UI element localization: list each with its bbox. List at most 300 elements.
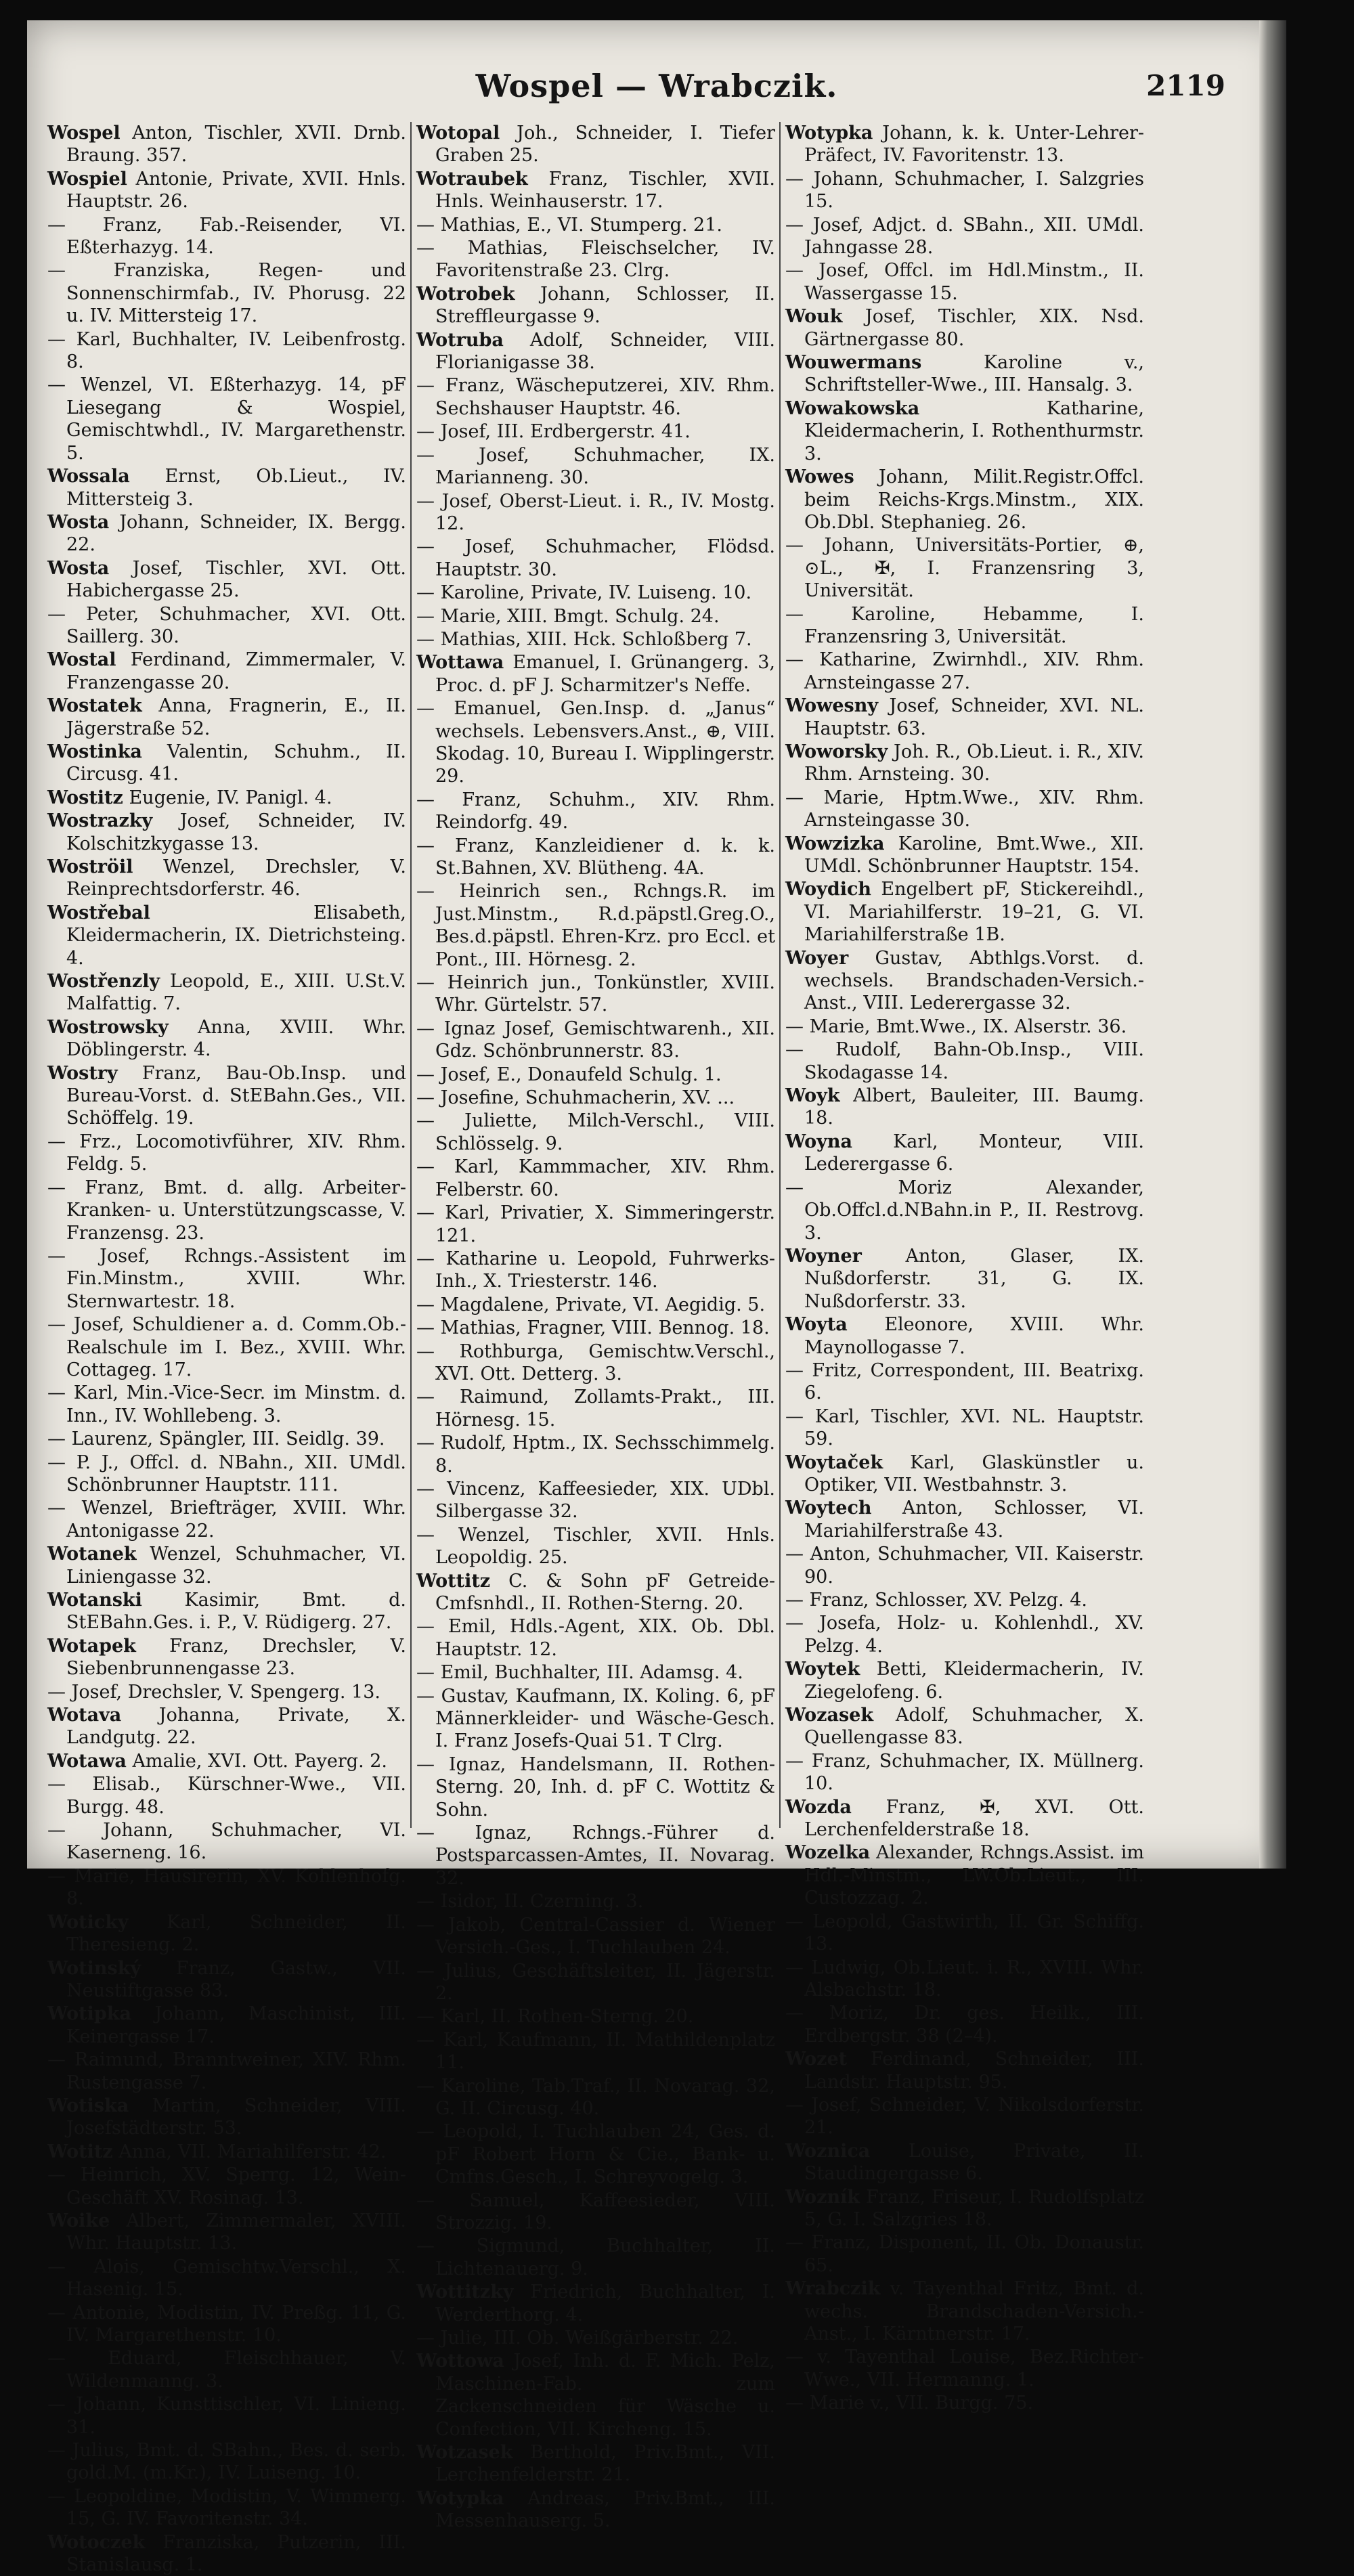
directory-entry [416, 1661, 775, 1684]
directory-entry [785, 649, 1144, 694]
directory-entry [416, 1524, 775, 1569]
directory-entry [47, 2531, 406, 2576]
entry-details: — Johann, Schuhmacher, I. Salzgries 15. [785, 168, 1144, 213]
directory-entry [785, 1612, 1144, 1657]
entry-details: — Johann, Schuhmacher, VI. Kaserneng. 16. [47, 1820, 406, 1864]
directory-entry [47, 465, 406, 510]
entry-surname: Wostrowsky [47, 1016, 169, 1038]
entry-details: Joh. R., Ob.Lieut. i. R., XIV. Rhm. Arnsteing. 30. [804, 741, 1144, 785]
entry-details: Anton, Schlosser, VI. Mariahilferstraße 43. [804, 1498, 1144, 1542]
directory-entry [47, 1016, 406, 1062]
entry-details: — Heinrich, XV. Sperrg. 12, Wein-Geschäft XV. Rosinag. 13. [47, 2164, 406, 2208]
entry-details: Josef, Tischler, XIX. Nsd. Gärtnergasse 80. [804, 306, 1144, 350]
directory-entry [785, 1451, 1144, 1497]
entry-details: Eleonore, XVIII. Whr. Maynollogasse 7. [804, 1314, 1144, 1358]
directory-entry [47, 1451, 406, 1497]
directory-entry [785, 1177, 1144, 1244]
column-1 [47, 122, 406, 2576]
page-number: 2119 [1146, 69, 1225, 102]
entry-details: Anna, VII. Mariahilferstr. 42. [118, 2141, 387, 2162]
directory-entry [47, 1635, 406, 1680]
entry-details: C. & Sohn pF Getreide-Cmfsnhdl., II. Rothen-Sterng. 20. [435, 1570, 775, 1614]
directory-entry [785, 1704, 1144, 1749]
entry-details: Adolf, Schneider, VIII. Florianigasse 38. [435, 329, 775, 374]
directory-entry [47, 970, 406, 1016]
entry-details: — Julie, III. Ob. Weißgärberstr. 22. [416, 2328, 739, 2349]
entry-surname: Wotraubek [416, 168, 528, 190]
entry-details: — Moriz, Dr. ges. Heilk., III. Erdbergstr. 38 (2–4). [785, 2003, 1144, 2047]
directory-entry [47, 374, 406, 464]
entry-details: — Mathias, Fleischselcher, IV. Favoritenstraße 23. Clrg. [416, 238, 775, 282]
directory-entry [785, 2186, 1144, 2231]
entry-details: — Emil, Hdls.-Agent, XIX. Ob. Dbl. Hauptstr. 12. [416, 1616, 775, 1660]
directory-entry [47, 2003, 406, 2048]
entry-details: Anton, Glaser, IX. Nußdorferstr. 31, G. IX. Nußdorferstr. 33. [804, 1245, 1144, 1312]
entry-details: — Franz, Kanzleidiener d. k. k. St.Bahnen, XV. Blütheng. 4A. [416, 835, 775, 879]
entry-details: — Gustav, Kaufmann, IX. Koling. 6, pF Männerkleider- und Wäsche-Gesch. I. Franz Josefs-Quai 51. T Clrg. [416, 1685, 775, 1752]
directory-entry [416, 1294, 775, 1316]
directory-entry [47, 787, 406, 809]
entry-surname: Wowesny [785, 695, 879, 717]
entry-details: Andreas, Priv.Bmt., III. Messenhauserg. 5. [435, 2487, 775, 2532]
directory-entry [416, 214, 775, 236]
entry-details: v. Tayenthal Fritz, Bmt. d. wechs. Brandschaden-Versich.-Anst., I. Kärntnerstr. 17. [804, 2278, 1144, 2344]
entry-surname: Woyner [785, 1245, 862, 1267]
directory-entry [416, 444, 775, 489]
directory-entry [785, 1131, 1144, 1176]
directory-entry [785, 1359, 1144, 1405]
entry-details: — Katharine u. Leopold, Fuhrwerks-Inh., X. Triesterstr. 146. [416, 1248, 775, 1292]
directory-entry [416, 651, 775, 697]
entry-surname: Wowzizka [785, 833, 885, 854]
entry-details: — Franz, Bmt. d. allg. Arbeiter-Kranken- u. Unterstützungscasse, V. Franzensg. 23. [47, 1177, 406, 1244]
entry-surname: Wotawa [47, 1750, 127, 1772]
entry-details: — Laurenz, Spängler, III. Seidlg. 39. [47, 1428, 385, 1450]
entry-details: — Leopold, I. Tuchlauben 24, Ges. d. pF Robert Horn & Cie., Bank- u. Cmfns.Gesch., I. Schreyvogelg. 3. [416, 2121, 775, 2188]
entry-details: Betti, Kleidermacherin, IV. Ziegelofeng. 6. [804, 1659, 1144, 1703]
entry-surname: Wotoczek [47, 2531, 146, 2553]
directory-entry [785, 2094, 1144, 2139]
entry-surname: Woströil [47, 856, 133, 877]
entry-details: — Franz, Schuhm., XIV. Rhm. Reindorfg. 49. [416, 789, 775, 833]
entry-details: Wenzel, Schuhmacher, VI. Liniengasse 32. [66, 1544, 406, 1588]
entry-surname: Wosta [47, 511, 110, 533]
entry-details: — Ludwig, Ob.Lieut. i. R., XVIII. Whr. Alsbachstr. 18. [785, 1957, 1144, 2001]
directory-entry [47, 1313, 406, 1381]
entry-surname: Wospel [47, 123, 121, 144]
directory-entry [416, 2281, 775, 2326]
directory-entry [47, 2347, 406, 2393]
entry-details: Albert, Bauleiter, III. Baumg. 18. [804, 1085, 1144, 1129]
directory-entry [785, 1313, 1144, 1359]
entry-details: — Johann, Kunsttischler, VI. Linieng. 31. [47, 2394, 406, 2438]
entry-details: — Franz, Fab.-Reisender, VI. Eßterhazyg. 14. [47, 214, 406, 259]
entry-details: Ferdinand, Zimmermaler, V. Franzengasse 20. [66, 649, 406, 693]
entry-details: — Juliette, Milch-Verschl., VIII. Schlösselg. 9. [416, 1110, 775, 1154]
directory-entry [416, 1018, 775, 1063]
directory-entry [785, 787, 1144, 832]
column-3 [785, 122, 1144, 2414]
directory-entry [47, 259, 406, 327]
directory-entry [785, 741, 1144, 786]
entry-surname: Woike [47, 2210, 110, 2231]
directory-entry [785, 397, 1144, 465]
entry-surname: Wosta [47, 557, 110, 579]
entry-details: — Alois, Gemischtw.Verschl., X. Hasenig. 15. [47, 2256, 406, 2300]
entry-surname: Wotinský [47, 1957, 141, 1979]
directory-entry [785, 1957, 1144, 2002]
directory-entry [47, 695, 406, 740]
entry-details: Anna, XVIII. Whr. Döblingerstr. 4. [66, 1016, 406, 1061]
directory-entry [47, 1750, 406, 1772]
entry-surname: Wotipka [47, 2003, 131, 2025]
directory-entry [416, 2029, 775, 2074]
entry-details: Emanuel, I. Grünangerg. 3, Proc. d. pF J. Scharmitzer's Neffe. [435, 652, 775, 696]
directory-entry [416, 1478, 775, 1523]
directory-entry [47, 122, 406, 167]
directory-entry [47, 214, 406, 259]
entry-surname: Wostatek [47, 695, 142, 717]
entry-surname: Wouk [785, 306, 843, 328]
entry-details: — Josefine, Schuhmacherin, XV. ... [416, 1087, 735, 1109]
entry-details: — Franz, Disponent, II. Ob. Donaustr. 65. [785, 2232, 1144, 2276]
entry-details: — Josef, Schuhmacher, Flödsd. Hauptstr. 30. [416, 536, 775, 580]
directory-entry [785, 2277, 1144, 2345]
directory-entry [785, 695, 1144, 740]
entry-details: — Marie, Bmt.Wwe., IX. Alserstr. 36. [785, 1016, 1127, 1037]
directory-entry [416, 420, 775, 443]
entry-details: Franz, Tischler, XVII. Hnls. Weinhauserstr. 17. [435, 168, 775, 213]
entry-details: — Franz, Schuhmacher, IX. Müllnerg. 10. [785, 1750, 1144, 1795]
directory-entry [47, 1428, 406, 1450]
entry-details: Johann, Schneider, IX. Bergg. 22. [66, 511, 406, 556]
entry-details: — Leopoldine, Modistin, V. Wimmerg. 15, G. IV. Favoritenstr. 34. [47, 2485, 406, 2530]
entry-details: — Josef, E., Donaufeld Schulg. 1. [416, 1064, 722, 1085]
entry-details: — Josef, Schneider, V. Nikolsdorferstr. 21. [785, 2094, 1144, 2139]
entry-surname: Wostrazky [47, 810, 153, 832]
directory-entry [416, 2441, 775, 2487]
entry-details: — Marie, XIII. Bmgt. Schulg. 24. [416, 605, 720, 627]
directory-entry [416, 1890, 775, 1913]
entry-details: — Josef, Oberst-Lieut. i. R., IV. Mostg. 12. [416, 490, 775, 534]
directory-entry [416, 1087, 775, 1109]
entry-details: Joh., Schneider, I. Tiefer Graben 25. [435, 123, 775, 167]
directory-entry [47, 511, 406, 556]
directory-entry [416, 1615, 775, 1661]
entry-surname: Wostal [47, 649, 116, 671]
entry-surname: Wotzasek [416, 2442, 513, 2464]
entry-surname: Wotitz [47, 2141, 113, 2162]
entry-details: Anton, Tischler, XVII. Drnb. Braung. 357. [66, 123, 406, 167]
entry-surname: Woytaček [785, 1451, 883, 1473]
directory-entry [416, 1685, 775, 1753]
directory-entry [785, 1497, 1144, 1542]
entry-details: Ferdinand, Schneider, III. Landstr. Hauptstr. 95. [804, 2049, 1144, 2093]
entry-details: Karoline v., Schriftsteller-Wwe., III. Hansalg. 3. [804, 352, 1144, 396]
directory-entry [785, 833, 1144, 878]
entry-details: Franz, ✠, XVI. Ott. Lerchenfelderstraße 18. [804, 1796, 1144, 1841]
directory-entry [416, 1753, 775, 1821]
directory-entry [785, 2048, 1144, 2093]
directory-entry [47, 1382, 406, 1427]
directory-entry [416, 329, 775, 374]
directory-entry [47, 1245, 406, 1313]
directory-entry [785, 214, 1144, 259]
directory-entry [416, 283, 775, 328]
directory-entry [785, 1658, 1144, 1703]
entry-details: — Karoline, Private, IV. Luiseng. 10. [416, 582, 752, 604]
entry-surname: Wotava [47, 1705, 122, 1726]
entry-details: — v. Tayenthal Louise, Bez.Richter-Wwe., VII. Hermanng. 1. [785, 2346, 1144, 2391]
directory-entry [47, 1704, 406, 1749]
directory-entry [785, 1245, 1144, 1313]
entry-surname: Wostřebal [47, 902, 150, 923]
entry-surname: Woytech [785, 1498, 872, 1519]
entry-details: Albert, Zimmermaler, XVIII. Whr. Hauptstr. 13. [66, 2210, 406, 2254]
directory-entry [47, 1497, 406, 1542]
entry-details: Josef, Inh. d. F. Mich. Pelz, Maschinen-Fab. zum Zackenschneiden für Wäsche u. Confection, VII. Kircheng. 15. [435, 2351, 775, 2440]
entry-details: — Raimund, Zollamts-Prakt., III. Hörnesg. 15. [416, 1387, 775, 1431]
directory-entry [785, 2392, 1144, 2414]
entry-details: Franz, Drechsler, V. Siebenbrunnengasse 23. [66, 1635, 406, 1680]
entry-surname: Woyk [785, 1085, 840, 1107]
directory-entry [785, 1543, 1144, 1588]
entry-details: — Julius, Geschäftsleiter, II. Jägerstr. 2. [416, 1960, 775, 2004]
directory-entry [47, 2141, 406, 2163]
entry-details: — Anton, Schuhmacher, VII. Kaiserstr. 90. [785, 1544, 1144, 1588]
directory-entry [47, 2049, 406, 2094]
entry-surname: Wozelka [785, 1842, 871, 1864]
directory-entry [416, 1248, 775, 1293]
directory-entry [47, 1957, 406, 2003]
directory-entry [47, 2164, 406, 2209]
directory-entry [416, 122, 775, 167]
entry-details: Valentin, Schuhm., II. Circusg. 41. [66, 741, 406, 785]
entry-details: — Karoline, Hebamme, I. Franzensring 3, Universität. [785, 603, 1144, 647]
directory-entry [416, 1822, 775, 1890]
page-title: Wospel — Wrabczik. [475, 68, 838, 104]
directory-entry [47, 1819, 406, 1864]
directory-entry [416, 1340, 775, 1386]
directory-entry [416, 628, 775, 651]
directory-entry [47, 649, 406, 694]
entry-details: Johann, Maschinist, III. Keinergasse 17. [66, 2003, 406, 2047]
entry-details: — Peter, Schuhmacher, XVI. Ott. Saillerg. 30. [47, 603, 406, 647]
entry-surname: Wottawa [416, 652, 504, 674]
directory-entry [416, 2327, 775, 2349]
entry-surname: Wotopal [416, 123, 500, 144]
entry-surname: Wotruba [416, 329, 504, 351]
entry-surname: Wottowa [416, 2351, 504, 2372]
directory-entry [785, 1016, 1144, 1038]
directory-entry [47, 168, 406, 213]
entry-details: — Karl, Kaufmann, II. Mathildenplatz 11. [416, 2029, 775, 2074]
entry-surname: Wospiel [47, 168, 127, 190]
directory-entry [47, 2256, 406, 2301]
directory-entry [47, 902, 406, 969]
entry-details: Berthold, Priv.Bmt., VII. Lerchenfelderstr. 21. [435, 2442, 775, 2486]
directory-entry [785, 1039, 1144, 1084]
directory-entry [416, 490, 775, 536]
directory-entry [785, 2002, 1144, 2047]
entry-details: — Mathias, E., VI. Stumperg. 21. [416, 214, 722, 236]
entry-details: — Johann, Universitäts-Portier, ⊕, ⊙L., ✠, I. Franzensring 3, Universität. [785, 535, 1144, 602]
directory-entry [416, 237, 775, 282]
directory-entry [416, 2120, 775, 2188]
directory-entry [416, 2350, 775, 2441]
entry-surname: Wostřenzly [47, 971, 160, 992]
entry-details: Elisabeth, Kleidermacherin, IX. Dietrichsteing. 4. [66, 902, 406, 969]
entry-details: — Emil, Buchhalter, III. Adamsg. 4. [416, 1662, 743, 1684]
directory-entry [416, 1386, 775, 1431]
entry-surname: Woytek [785, 1659, 860, 1680]
entry-details: — Josef, Schuldiener a. d. Comm.Ob.-Realschule im I. Bez., XVIII. Whr. Cottageg. 17. [47, 1314, 406, 1380]
entry-details: — Franz, Wäscheputzerei, XIV. Rhm. Sechshauser Hauptstr. 46. [416, 375, 775, 419]
entry-surname: Woyna [785, 1131, 852, 1152]
entry-details: — Josefa, Holz- u. Kohlenhdl., XV. Pelzg. 4. [785, 1613, 1144, 1657]
entry-details: Anna, Fragnerin, E., II. Jägerstraße 52. [66, 695, 406, 739]
directory-entry [785, 1405, 1144, 1451]
entry-details: — Josef, Schuhmacher, IX. Marianneng. 30. [416, 444, 775, 489]
entry-surname: Wossala [47, 466, 130, 487]
directory-entry [785, 122, 1144, 167]
entry-details: Franz, Bau-Ob.Insp. und Bureau-Vorst. d. StEBahn.Ges., VII. Schöffelg. 19. [66, 1062, 406, 1129]
directory-entry [47, 603, 406, 649]
entry-details: Friedrich, Buchhalter, I. Werderthorg. 4. [435, 2282, 775, 2326]
entry-details: Engelbert pF, Stickereihdl., VI. Mariahilferstr. 19–21, G. VI. Mariahilferstraße 1B. [804, 879, 1144, 946]
entry-details: Karl, Glaskünstler u. Optiker, VII. Westbahnstr. 3. [804, 1451, 1144, 1496]
entry-surname: Wozet [785, 2049, 848, 2070]
directory-entry [416, 605, 775, 628]
entry-details: Katharine, Kleidermacherin, I. Rothenthurmstr. 3. [804, 397, 1144, 464]
entry-details: — Katharine, Zwirnhdl., XIV. Rhm. Arnsteingasse 27. [785, 649, 1144, 693]
entry-details: — Marie, Hptm.Wwe., XIV. Rhm. Arnsteingasse 30. [785, 787, 1144, 831]
directory-entry [416, 835, 775, 880]
entry-surname: Wozník [785, 2186, 860, 2208]
entry-details: Josef, Schneider, IV. Kolschitzkygasse 13. [66, 810, 406, 854]
directory-entry [785, 351, 1144, 397]
entry-surname: Wowes [785, 466, 854, 488]
directory-entry [416, 2235, 775, 2280]
directory-entry [47, 1543, 406, 1588]
entry-surname: Wotanski [47, 1590, 142, 1611]
directory-entry [416, 789, 775, 834]
directory-entry [785, 1796, 1144, 1841]
directory-entry [416, 1570, 775, 1615]
entry-details: Josef, Schneider, XVI. NL. Hauptstr. 63. [804, 695, 1144, 739]
entry-surname: Wottitz [416, 1570, 491, 1592]
directory-entry [416, 374, 775, 420]
directory-entry [47, 1062, 406, 1130]
entry-surname: Wotrobek [416, 283, 515, 305]
directory-entry [416, 1317, 775, 1339]
entry-details: — Karl, Privatier, X. Simmeringerstr. 121. [416, 1202, 775, 1246]
directory-entry [785, 603, 1144, 649]
directory-entry [785, 1911, 1144, 1956]
entry-surname: Woticky [47, 1911, 129, 1933]
entry-details: — Elisab., Kürschner-Wwe., VII. Burgg. 48. [47, 1774, 406, 1818]
entry-details: Franz, Friseur, I. Rudolfsplatz 5, G. I. Salzgries 18. [804, 2186, 1144, 2230]
directory-entry [785, 1085, 1144, 1130]
directory-entry [47, 1865, 406, 1911]
column-2 [416, 122, 775, 2532]
directory-entry [785, 2231, 1144, 2277]
entry-details: — Leopold, Gastwirth, II. Gr. Schiffg. 13. [785, 1911, 1144, 1955]
entry-surname: Wottitzky [416, 2282, 514, 2303]
entry-details: — Raimund, Branntweiner, XIV. Rhm. Rustengasse 7. [47, 2049, 406, 2093]
entry-details: — Wenzel, VI. Eßterhazyg. 14, pF Liesegang & Wospiel, Gemischtwhdl., IV. Margarethenstr. 5. [47, 374, 406, 464]
directory-entry [47, 557, 406, 603]
entry-details: Louise, Private, II. Staudingergasse 6. [804, 2140, 1144, 2185]
directory-entry [785, 466, 1144, 533]
entry-surname: Woydich [785, 879, 872, 900]
directory-entry [416, 1914, 775, 1959]
directory-entry [47, 328, 406, 374]
entry-details: — Mathias, XIII. Hck. Schloßberg 7. [416, 628, 752, 650]
directory-entry [47, 1681, 406, 1703]
directory-entry [47, 1177, 406, 1244]
entry-details: — P. J., Offcl. d. NBahn., XII. UMdl. Schönbrunner Hauptstr. 111. [47, 1451, 406, 1496]
entry-surname: Woyer [785, 947, 849, 969]
directory-entry [416, 1432, 775, 1477]
entry-details: — Heinrich jun., Tonkünstler, XVIII. Whr. Gürtelstr. 57. [416, 972, 775, 1016]
entry-surname: Wotanek [47, 1544, 137, 1565]
directory-entry [785, 305, 1144, 351]
entry-surname: Wozasek [785, 1705, 874, 1726]
entry-details: — Josef, Offcl. im Hdl.Minstm., II. Wassergasse 15. [785, 260, 1144, 304]
entry-details: Franziska, Putzerin, III. Stanislausg. 1. [66, 2531, 406, 2576]
directory-entry [416, 168, 775, 213]
entry-details: Josef, Tischler, XVI. Ott. Habichergasse 25. [66, 557, 406, 602]
directory-entry [785, 1589, 1144, 1611]
entry-details: — Ignaz Josef, Gemischtwarenh., XII. Gdz. Schönbrunnerstr. 83. [416, 1018, 775, 1062]
entry-details: — Wenzel, Tischler, XVII. Hnls. Leopoldig. 25. [416, 1524, 775, 1569]
entry-details: Johann, Milit.Registr.Offcl. beim Reichs-Krgs.Minstm., XIX. Ob.Dbl. Stephanieg. 26. [804, 466, 1144, 533]
directory-entry [47, 1773, 406, 1818]
entry-details: Amalie, XVI. Ott. Payerg. 2. [132, 1750, 388, 1772]
directory-entry [785, 947, 1144, 1015]
directory-entry [47, 2095, 406, 2140]
entry-details: — Rothburga, Gemischtw.Verschl., XVI. Ott. Detterg. 3. [416, 1340, 775, 1384]
directory-entry [416, 697, 775, 788]
entry-surname: Wrabczik [785, 2278, 881, 2300]
column-divider [410, 122, 412, 1828]
entry-details: — Moriz Alexander, Ob.Offcl.d.NBahn.in P., II. Restrovg. 3. [785, 1177, 1144, 1244]
directory-entry [416, 1202, 775, 1247]
entry-details: Eugenie, IV. Panigl. 4. [129, 787, 332, 808]
entry-details: — Karl, Tischler, XVI. NL. Hauptstr. 59. [785, 1405, 1144, 1450]
directory-entry [416, 582, 775, 604]
directory-entry [416, 880, 775, 971]
entry-details: Antonie, Private, XVII. Hnls. Hauptstr. 26. [66, 168, 406, 213]
directory-entry [416, 2005, 775, 2028]
entry-surname: Woznica [785, 2140, 871, 2162]
entry-surname: Wostinka [47, 741, 142, 762]
book-spine [1259, 20, 1286, 1869]
entry-details: Johann, k. k. Unter-Lehrer-Präfect, IV. Favoritenstr. 13. [804, 123, 1144, 167]
entry-surname: Woworsky [785, 741, 888, 762]
directory-entry [416, 2487, 775, 2533]
entry-details: Johann, Schlosser, II. Streffleurgasse 9. [435, 283, 775, 328]
directory-entry [47, 856, 406, 901]
entry-surname: Wostitz [47, 787, 123, 808]
directory-entry [785, 534, 1144, 602]
directory-entry [785, 2346, 1144, 2391]
entry-details: — Vincenz, Kaffeesieder, XIX. UDbl. Silbergasse 32. [416, 1478, 775, 1523]
directory-entry [47, 1589, 406, 1634]
entry-details: — Julius, Bmt. d. SBahn., Bes. d. serb. gold.M. (m.Kr.), IV. Luiseng. 10. [47, 2440, 406, 2484]
entry-details: Franz, Gastw., VII. Neustiftgasse 83. [66, 1957, 406, 2001]
